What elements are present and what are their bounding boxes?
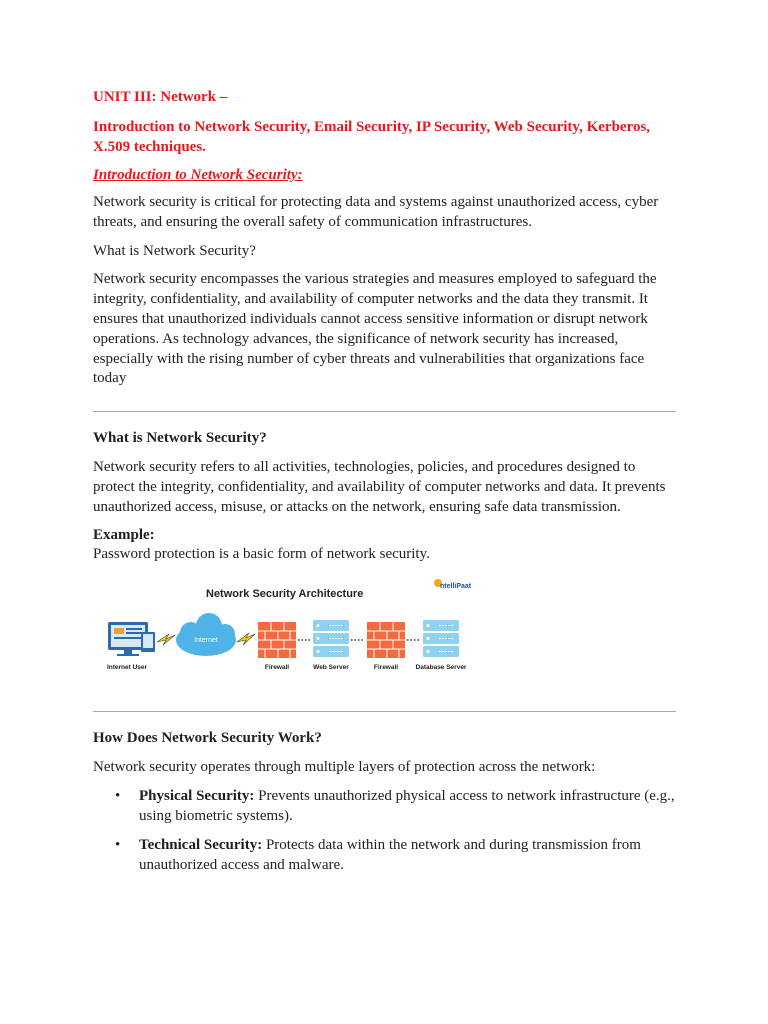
question-plain: What is Network Security? [93, 242, 256, 259]
diagram-title: Network Security Architecture [206, 588, 364, 601]
divider-2 [93, 711, 676, 712]
list-item [93, 835, 676, 875]
node-label-internet-user: Internet User [106, 664, 148, 672]
network-architecture-diagram [93, 570, 483, 696]
example-label: Example: [93, 526, 155, 543]
divider-1 [93, 411, 676, 412]
node-label-firewall-1: Firewall [264, 664, 290, 672]
section2-intro: Network security operates through multiple layers of protection across the network: [93, 759, 596, 776]
section1-paragraph: Network security refers to all activities, technologies, policies, and procedures designed to protect the integrity, confidentiality, and availability of computer networks and data. It prevents unauthorized access, misuse, or attacks on the network, ensuring safe data transmission. [93, 459, 666, 515]
node-label-firewall-2: Firewall [373, 664, 399, 672]
list-item-label: Technical Security: [139, 837, 263, 854]
section2-heading: How Does Network Security Work? [93, 730, 322, 747]
diagram-svg [93, 570, 483, 696]
cloud-label: Internet [194, 637, 218, 645]
web-server-icon [313, 620, 349, 657]
intro-paragraph: Network security is critical for protecting data and systems against unauthorized access, cyber threats, and ensuring the overall safety of communication infrastructures. [93, 194, 659, 230]
list-item-text: Protects data within the network and during transmission from unauthorized access and malware. [139, 837, 641, 874]
firewall-icon [367, 622, 405, 658]
unit-topics: Introduction to Network Security, Email Security, IP Security, Web Security, Kerberos, X.509 techniques. [93, 119, 651, 155]
database-server-icon [423, 620, 459, 657]
list-item-text: Prevents unauthorized physical access to network infrastructure (e.g., using biometric systems). [139, 788, 675, 825]
intro-heading: Introduction to Network Security: [93, 167, 303, 183]
document-page [93, 88, 676, 884]
unit-title: UNIT III: Network – [93, 89, 228, 105]
bullet-icon: • [115, 837, 121, 854]
node-label-database-server: Database Server [415, 664, 467, 672]
bullet-icon: • [115, 788, 121, 805]
example-text: Password protection is a basic form of network security. [93, 545, 430, 562]
brand-name: ntelliPaat [440, 583, 472, 591]
encompasses-paragraph: Network security encompasses the various strategies and measures employed to safeguard the integrity, confidentiality, and availability of computer networks and the data they transmit. It ensures that unauthorized individuals cannot access sensitive information or disrupt network operations. As technology advances, the significance of network security has increased, especially with the rising number of cyber threats and vulnerabilities that organizations face today [93, 271, 657, 387]
node-label-web-server: Web Server [313, 664, 349, 672]
list-item-label: Physical Security: [139, 788, 255, 805]
list-item [93, 786, 676, 826]
firewall-icon [258, 622, 296, 658]
security-layers-list [93, 786, 676, 875]
section1-heading: What is Network Security? [93, 430, 267, 447]
